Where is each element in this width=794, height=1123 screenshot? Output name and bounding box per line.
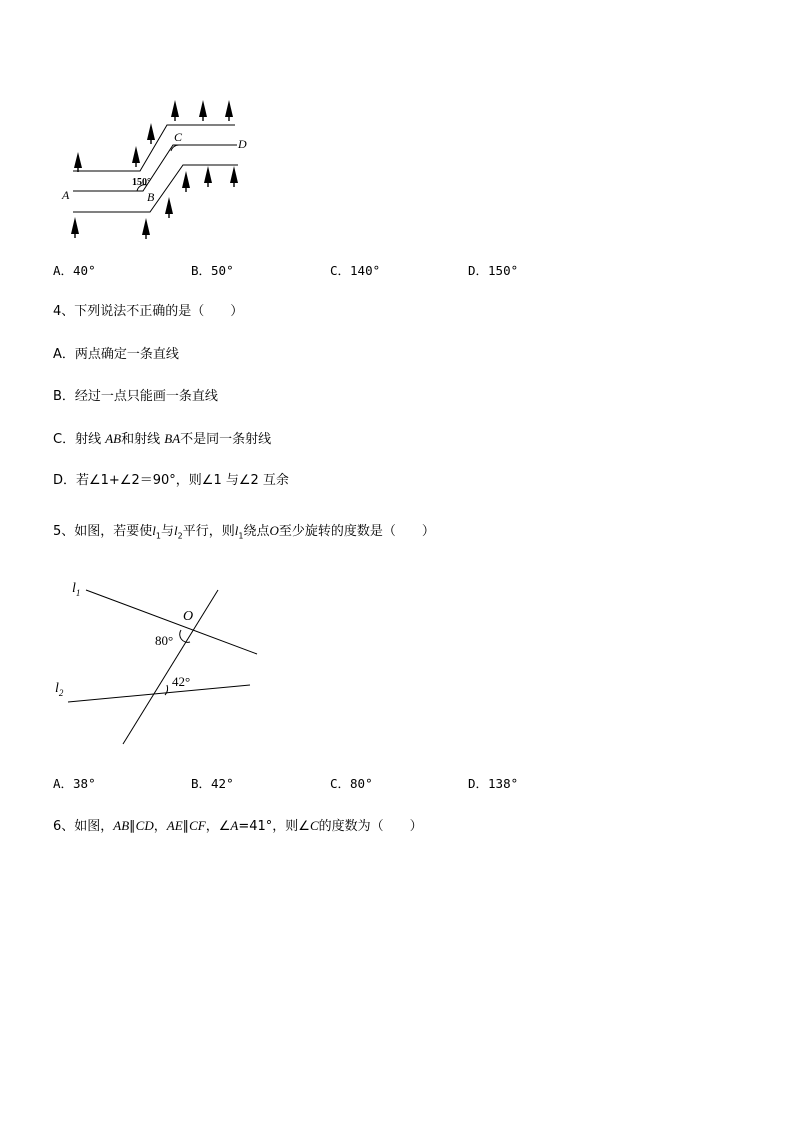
ray-ab: AB bbox=[105, 431, 122, 446]
tree-icon bbox=[199, 100, 207, 121]
angle-label-80: 80° bbox=[155, 633, 174, 648]
angle-arc-42 bbox=[165, 685, 168, 695]
point-label-c: C bbox=[174, 130, 183, 144]
q3-option-c[interactable]: C．140° bbox=[330, 263, 381, 278]
angle-label-42: 42° bbox=[172, 674, 191, 689]
q4-option-b[interactable]: B．经过一点只能画一条直线 bbox=[53, 389, 218, 404]
point-label-a: A bbox=[62, 188, 70, 202]
point-label-d: D bbox=[238, 137, 247, 151]
label-l1: $l_1$ bbox=[72, 581, 81, 598]
q4-option-c[interactable]: C．射线 AB和射线 BA不是同一条射线 bbox=[53, 431, 272, 447]
angle-label-150: 150° bbox=[132, 177, 151, 188]
tree-icon bbox=[142, 218, 150, 239]
q4-option-a[interactable]: A．两点确定一条直线 bbox=[53, 347, 179, 362]
tree-icon bbox=[182, 171, 190, 192]
tree-icon bbox=[204, 166, 212, 187]
q5-option-c[interactable]: C．80° bbox=[330, 776, 373, 791]
q5-option-a[interactable]: A．38° bbox=[53, 776, 96, 791]
q4-option-d[interactable]: D．若∠1+∠2＝90°，则∠1 与∠2 互余 bbox=[53, 473, 289, 488]
q5-option-b[interactable]: B．42° bbox=[191, 776, 234, 791]
q4-stem: 4、下列说法不正确的是（ ） bbox=[53, 304, 244, 319]
q3-option-d[interactable]: D．150° bbox=[468, 263, 519, 278]
tree-icon bbox=[132, 146, 140, 167]
q3-option-a[interactable]: A．40° bbox=[53, 263, 96, 278]
road-edge-upper bbox=[73, 125, 235, 171]
q6-stem: 6、如图，AB∥CD，AE∥CF，∠A=41°，则∠C的度数为（ ） bbox=[53, 818, 423, 834]
lines-figure bbox=[50, 575, 265, 750]
q3-option-b[interactable]: B．50° bbox=[191, 263, 234, 278]
road-line-abcd bbox=[73, 145, 237, 191]
transversal-line bbox=[123, 590, 218, 744]
trees bbox=[71, 100, 238, 239]
label-l2: $l_2$ bbox=[55, 681, 64, 698]
label-o: O bbox=[183, 609, 194, 624]
tree-icon bbox=[165, 197, 173, 218]
tree-icon bbox=[171, 100, 179, 121]
tree-icon bbox=[147, 123, 155, 144]
angle-arc-80 bbox=[180, 630, 190, 642]
q5-stem: 5、如图，若要使$l_1$与$l_2$平行，则$l_1$绕点O至少旋转的度数是（ ） bbox=[53, 523, 435, 541]
point-label-b: B bbox=[147, 190, 155, 204]
tree-icon bbox=[74, 152, 82, 172]
q5-option-d[interactable]: D．138° bbox=[468, 776, 519, 791]
line-l2 bbox=[68, 685, 250, 702]
tree-icon bbox=[225, 100, 233, 121]
tree-icon bbox=[71, 217, 79, 238]
tree-icon bbox=[230, 166, 238, 187]
road-figure bbox=[55, 95, 255, 245]
road-lines bbox=[73, 125, 238, 212]
ray-ba: BA bbox=[164, 431, 181, 446]
